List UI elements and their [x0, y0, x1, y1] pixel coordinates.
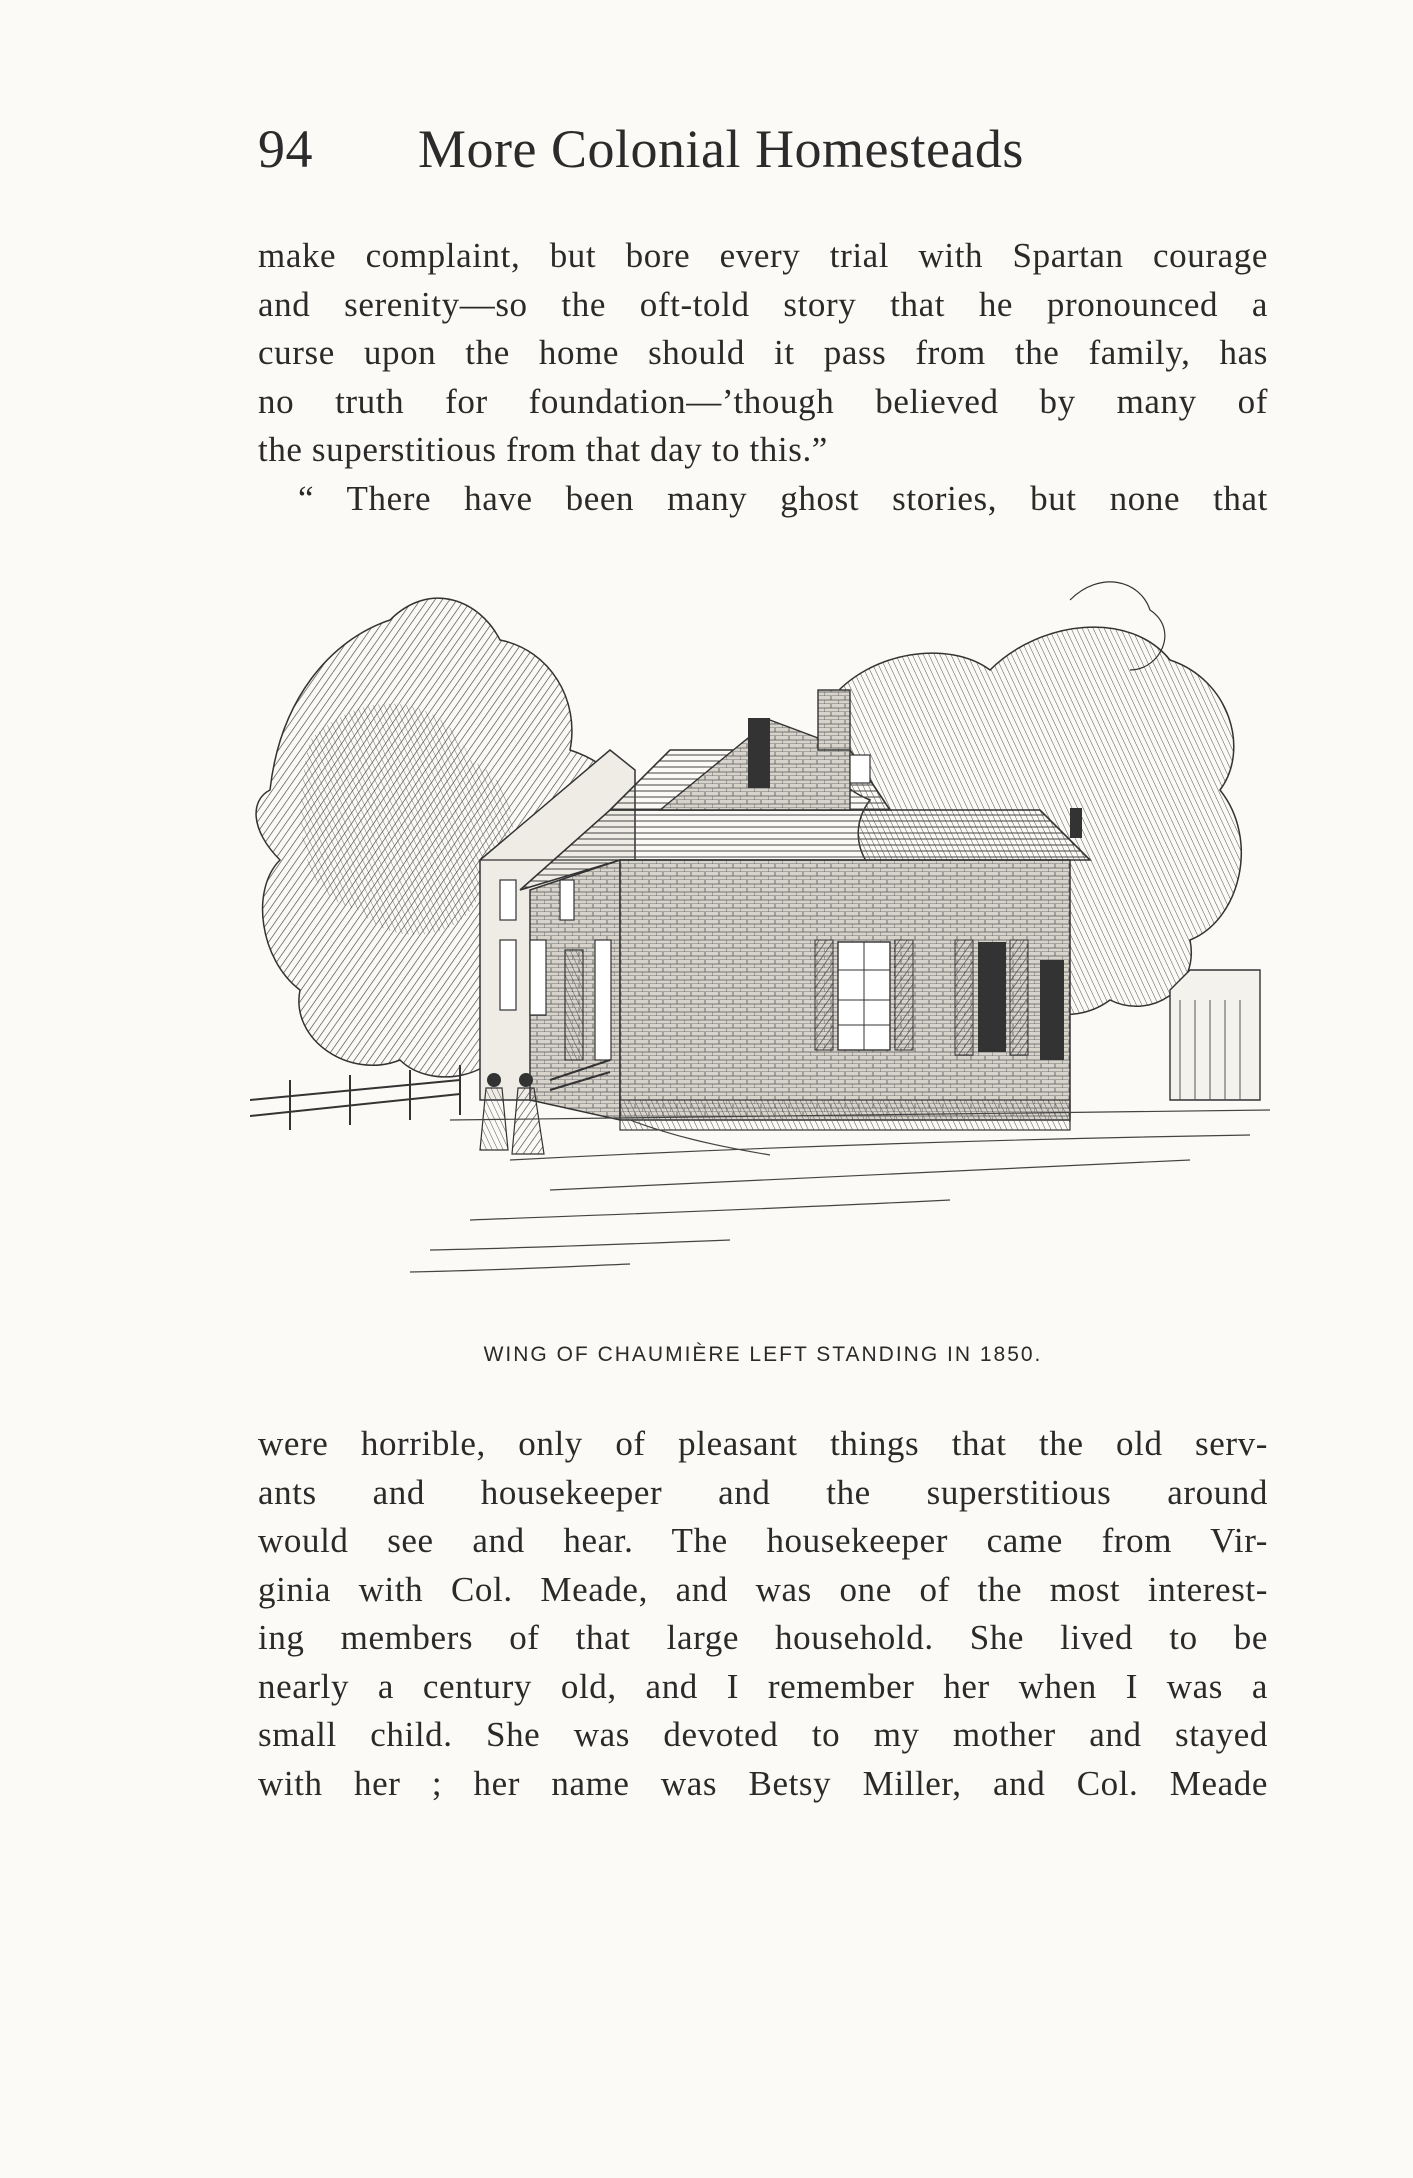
text-line: small child. She was devoted to my mother and stayed — [258, 1715, 1268, 1754]
text-line: would see and hear. The housekeeper came from Vir- — [258, 1521, 1268, 1560]
running-title: More Colonial Homesteads — [418, 119, 1024, 179]
paragraph-top — [258, 232, 1268, 523]
text-line: nearly a century old, and I remember her when I was a — [258, 1666, 1268, 1706]
text-line: the superstitious from that day to this.” — [258, 430, 828, 469]
text-line: ing members of that large household. She lived to be — [258, 1618, 1268, 1657]
text-line: “ There have been many ghost stories, but none that — [298, 478, 1268, 518]
paragraph-bottom — [258, 1420, 1268, 1808]
figure-caption: WING OF CHAUMIÈRE LEFT STANDING IN 1850. — [483, 1343, 1043, 1366]
window-left — [815, 940, 913, 1050]
text-line: curse upon the home should it pass from the family, has — [258, 333, 1268, 372]
running-header — [258, 118, 1158, 180]
house-engraving-illustration — [250, 560, 1280, 1330]
text-line: make complaint, but bore every trial with Spartan courage — [258, 236, 1268, 275]
page-number: 94 — [258, 119, 313, 179]
text-line: were horrible, only of pleasant things that the old serv- — [258, 1424, 1268, 1463]
text-line: ants and housekeeper and the superstitious around — [258, 1472, 1268, 1512]
shed — [1170, 970, 1260, 1100]
text-line: with her ; her name was Betsy Miller, and Col. Meade — [258, 1763, 1268, 1803]
window-right — [955, 940, 1028, 1055]
text-line: no truth for foundation—’though believed by many of — [258, 381, 1268, 421]
text-line: ginia with Col. Meade, and was one of the most interest- — [258, 1569, 1268, 1609]
text-line: and serenity—so the oft-told story that he pronounced a — [258, 284, 1268, 324]
